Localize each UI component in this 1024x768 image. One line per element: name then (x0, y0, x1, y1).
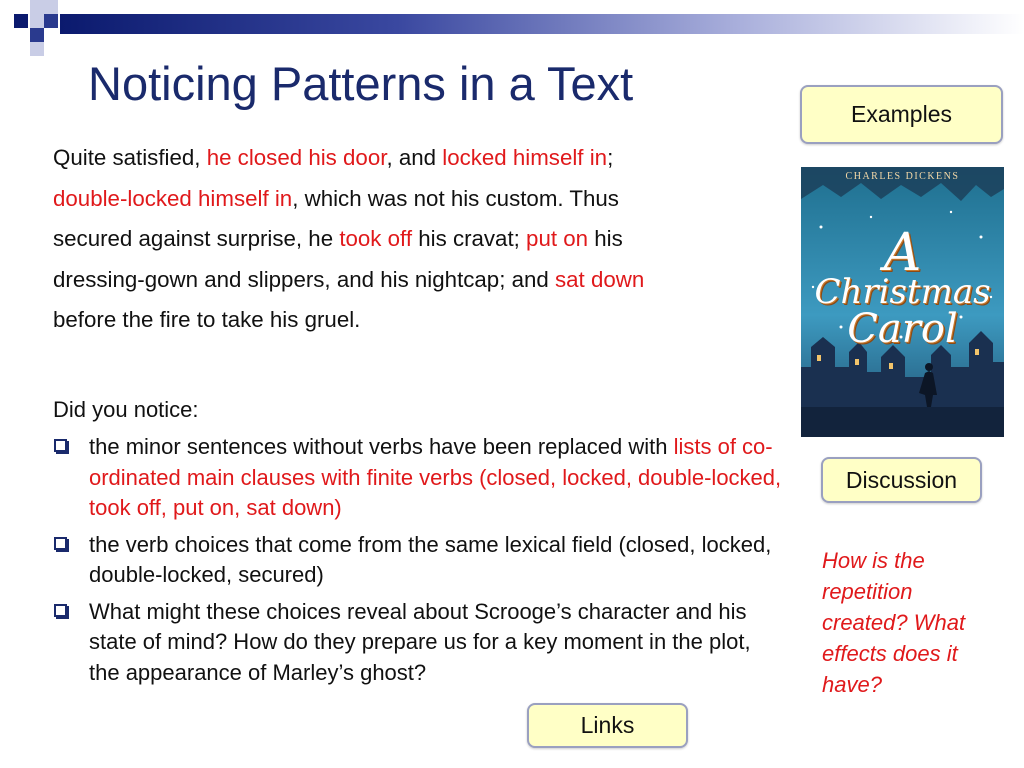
passage-highlight: double-locked himself in (53, 185, 293, 211)
passage-line (53, 260, 788, 301)
list-item (53, 597, 783, 689)
bullet-text: What might these choices reveal about Scrooge’s character and his state of mind? How do they prepare us for a key moment in the plot, the appearance of Marley’s ghost? (89, 598, 751, 685)
passage-highlight: put on (526, 226, 589, 252)
passage-text: ; (607, 145, 614, 170)
discussion-button[interactable]: Discussion (821, 457, 982, 503)
passage-line (53, 138, 788, 179)
passage-highlight: he closed his door (206, 145, 387, 170)
cover-author: CHARLES DICKENS (845, 171, 960, 182)
passage-text: secured against surprise, he (53, 226, 340, 252)
passage-text: his cravat; (412, 226, 527, 252)
passage-highlight: took off (339, 226, 413, 252)
examples-button[interactable]: Examples (800, 85, 1003, 144)
passage-text: , which was not his custom. Thus (292, 185, 619, 211)
bullet-text: the verb choices that come from the same lexical field (closed, locked, double-locked, secured) (89, 531, 772, 587)
cover-title-a: A (883, 223, 922, 283)
passage-line (53, 300, 788, 341)
passage-line (53, 219, 788, 260)
passage-text: dressing-gown and slippers, and his nightcap; and (53, 266, 555, 292)
list-item (53, 530, 783, 591)
bullet-square-icon (54, 537, 67, 550)
list-item (53, 432, 783, 524)
passage-highlight: locked himself in (442, 145, 608, 170)
dickens-passage (53, 138, 788, 341)
bullet-square-icon (54, 604, 67, 617)
bullet-highlight: lists of co-ordinated main clauses with finite verbs (closed, locked, double-locked, took off, put on, sat down) (89, 434, 782, 520)
passage-text: his (588, 226, 623, 252)
bullet-square-icon (54, 439, 67, 452)
links-button[interactable]: Links (527, 703, 688, 748)
notice-heading: Did you notice: (53, 397, 199, 422)
passage-highlight: sat down (555, 266, 645, 292)
discussion-question: How is the repetition created? What effects does it have? (822, 548, 966, 697)
bullet-text: the minor sentences without verbs have been replaced with (89, 434, 668, 459)
passage-text: before the fire to take his gruel. (53, 307, 361, 333)
passage-line (53, 179, 788, 220)
book-cover-image (801, 167, 1004, 437)
cover-title (801, 223, 1004, 352)
slide-title: Noticing Patterns in a Text (88, 57, 634, 110)
passage-text: Quite satisfied, (53, 145, 207, 170)
cover-title-carol: Carol (847, 306, 958, 352)
cover-title-christmas: Christmas (814, 272, 991, 312)
passage-text: , and (386, 145, 443, 170)
notice-list (53, 432, 783, 694)
header-decoration (0, 0, 1024, 62)
